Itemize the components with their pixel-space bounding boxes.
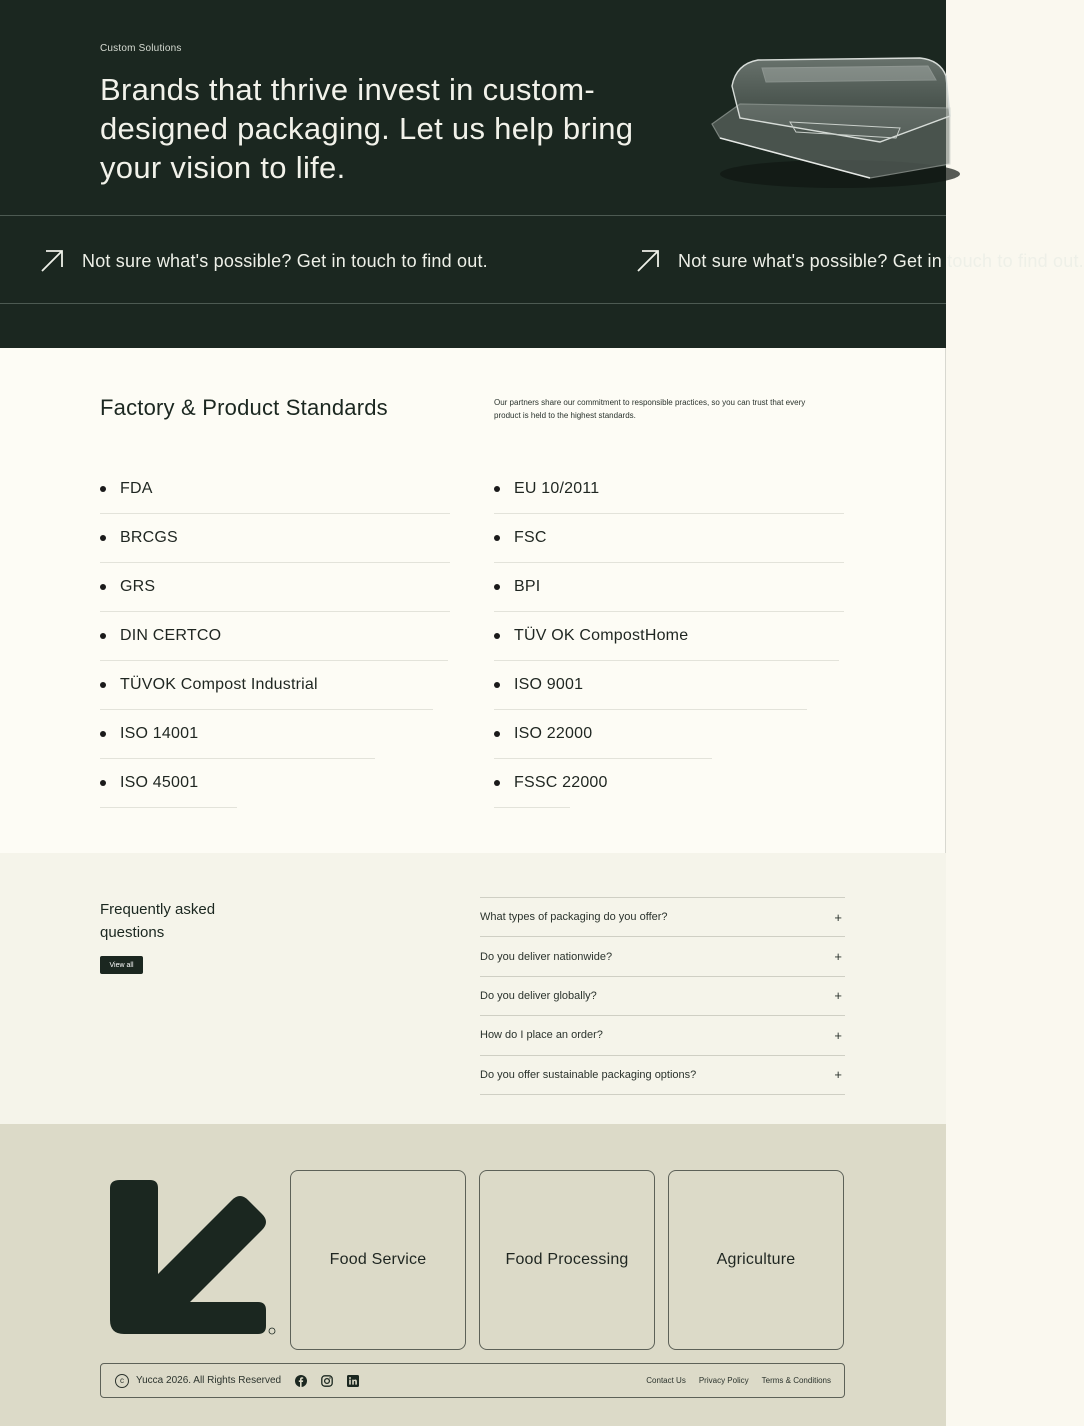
bullet-icon <box>100 584 106 590</box>
copyright-icon: c <box>115 1374 129 1388</box>
bullet-icon <box>100 731 106 737</box>
list-item <box>494 612 839 661</box>
footer-links <box>646 1376 831 1385</box>
list-item <box>100 465 450 514</box>
bullet-icon <box>494 584 500 590</box>
standard-label: ISO 45001 <box>120 774 199 791</box>
copyright-text: Yucca 2026. All Rights Reserved <box>136 1375 282 1386</box>
standard-label: EU 10/2011 <box>514 480 600 497</box>
standards-description: Our partners share our commitment to responsible practices, so you can trust that every product is held to the highest standards. <box>494 398 806 420</box>
faq-question: Do you deliver globally? <box>480 989 597 1002</box>
bullet-icon <box>100 486 106 492</box>
standard-label: FDA <box>120 480 153 497</box>
standards-section <box>0 348 946 853</box>
plus-icon[interactable]: + <box>834 1067 842 1083</box>
card-label: Agriculture <box>716 1251 796 1268</box>
card-food-service[interactable] <box>290 1170 466 1350</box>
standards-list-right <box>494 465 844 808</box>
faq-item[interactable] <box>480 937 845 976</box>
terms-link[interactable]: Terms & Conditions <box>761 1376 831 1385</box>
faq-item[interactable] <box>480 1016 845 1055</box>
faq-list <box>480 897 845 1095</box>
standard-label: FSC <box>514 529 547 546</box>
card-food-processing[interactable] <box>479 1170 655 1350</box>
list-item <box>100 514 450 563</box>
faq-question: Do you deliver nationwide? <box>480 950 613 963</box>
standard-label: DIN CERTCO <box>120 627 222 644</box>
plus-icon[interactable]: + <box>834 909 842 925</box>
bullet-icon <box>494 682 500 688</box>
standard-label: BRCGS <box>120 529 178 546</box>
bullet-icon <box>100 633 106 639</box>
bullet-icon <box>100 535 106 541</box>
faq-item[interactable] <box>480 977 845 1016</box>
bullet-icon <box>100 682 106 688</box>
standard-label: ISO 9001 <box>514 676 584 693</box>
list-item <box>100 661 433 710</box>
faq-item[interactable] <box>480 1056 845 1095</box>
bullet-icon <box>100 780 106 786</box>
marquee-text: Not sure what's possible? Get in touch to find out. <box>82 250 488 271</box>
marquee-banner[interactable] <box>0 215 1084 304</box>
standards-title: Factory & Product Standards <box>100 395 388 420</box>
yucca-logo[interactable] <box>106 1176 276 1338</box>
linkedin-icon[interactable] <box>347 1375 359 1387</box>
standard-label: TÜV OK CompostHome <box>514 627 689 644</box>
standard-label: GRS <box>120 578 156 595</box>
list-item <box>100 710 375 759</box>
instagram-icon[interactable] <box>321 1375 333 1387</box>
faq-question: Do you offer sustainable packaging options? <box>480 1068 697 1081</box>
marquee-item[interactable] <box>40 247 488 275</box>
card-label: Food Service <box>329 1251 427 1268</box>
contact-us-link[interactable]: Contact Us <box>646 1376 686 1385</box>
arrow-up-right-icon <box>636 249 660 273</box>
bullet-icon <box>494 535 500 541</box>
bullet-icon <box>494 731 500 737</box>
list-item <box>100 759 237 808</box>
plus-icon[interactable]: + <box>834 949 842 965</box>
facebook-icon[interactable] <box>295 1375 307 1387</box>
faq-question: What types of packaging do you offer? <box>480 911 668 924</box>
hero-title: Brands that thrive invest in custom-designed packaging. Let us help bring your vision to life. <box>100 72 634 185</box>
list-item <box>494 465 844 514</box>
footer-bar <box>100 1363 845 1398</box>
plus-icon[interactable]: + <box>834 1027 842 1043</box>
faq-item[interactable] <box>480 898 845 937</box>
marquee-text: Not sure what's possible? Get in touch to find out. <box>678 250 1084 271</box>
standard-label: ISO 22000 <box>514 725 593 742</box>
marquee-item[interactable] <box>636 247 1084 275</box>
hero-eyebrow: Custom Solutions <box>100 43 182 54</box>
list-item <box>100 563 450 612</box>
registered-mark-icon <box>269 1328 275 1334</box>
standard-label: FSSC 22000 <box>514 774 608 791</box>
bullet-icon <box>494 780 500 786</box>
bullet-icon <box>494 486 500 492</box>
standards-list-left <box>100 465 450 808</box>
list-item <box>494 514 844 563</box>
list-item <box>100 612 448 661</box>
faq-question: How do I place an order? <box>480 1029 603 1042</box>
list-item <box>494 661 807 710</box>
view-all-button[interactable]: View all <box>100 956 143 974</box>
card-agriculture[interactable] <box>668 1170 844 1350</box>
plus-icon[interactable]: + <box>834 988 842 1004</box>
hero-section <box>0 0 1084 348</box>
list-item <box>494 563 844 612</box>
list-item <box>494 759 608 808</box>
standard-label: TÜVOK Compost Industrial <box>120 676 318 693</box>
arrow-up-right-icon <box>40 249 64 273</box>
card-label: Food Processing <box>505 1251 629 1268</box>
bullet-icon <box>494 633 500 639</box>
standard-label: ISO 14001 <box>120 725 199 742</box>
faq-title: Frequently asked questions <box>100 901 216 941</box>
standard-label: BPI <box>514 578 541 595</box>
packaging-tray-image <box>700 46 950 196</box>
privacy-policy-link[interactable]: Privacy Policy <box>698 1376 749 1385</box>
faq-section <box>0 853 946 1124</box>
list-item <box>494 710 712 759</box>
